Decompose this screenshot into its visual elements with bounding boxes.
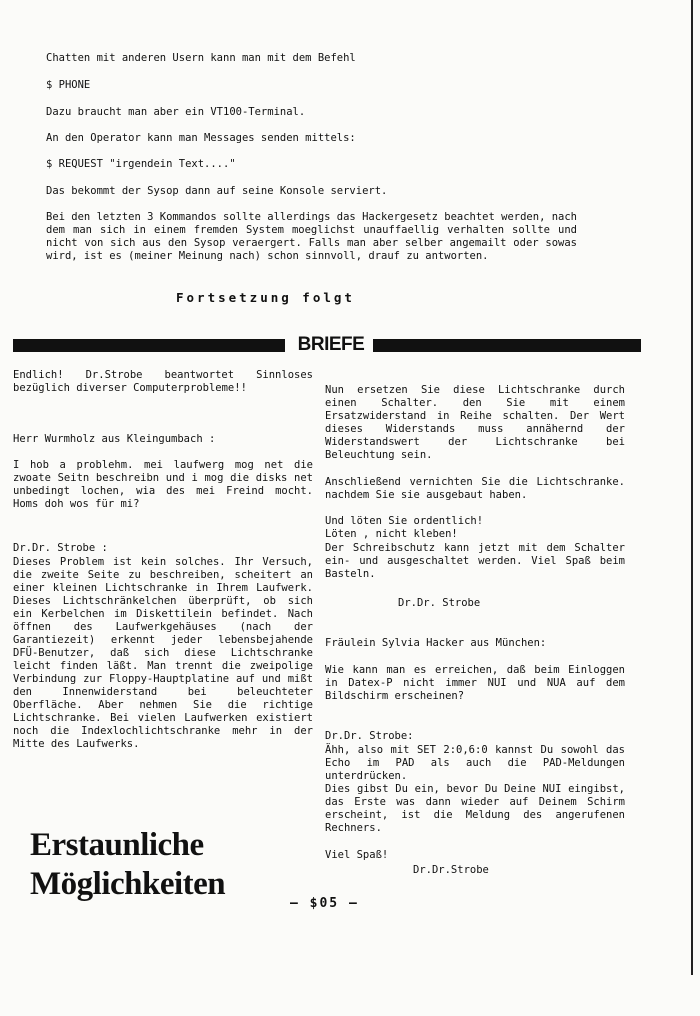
answer-text-2-closing: Viel Spaß!: [325, 849, 389, 861]
page-edge-rule: [691, 0, 693, 975]
letter-question-2: Wie kann man es erreichen, daß beim Einloggen in Datex-P nicht immer NUI und NUA auf dem Bildschirm erscheinen?: [325, 664, 632, 702]
answer-text-1: Dieses Problem ist kein solches. Ihr Versuch, die zweite Seite zu beschreiben, scheitert an einer kleinen Lichtschranke in Ihrem Laufwerk. Dieses Lichtschränkelchen überprüft, ob sich ein Kerbelchen im Diskettilein befindet. Nach öffnen des Laufwerkgehäuses (nach der Garantiezeit) erkennt jeder lebensbejahende DFÜ-Benutzer, daß sich diese Lichtschranke leicht finden läßt. Man trennt die zweipolige Verbindung zur Floppy-Hauptplatine auf und mißt den Innenwiderstand bei beleuchteter Oberfläche. Aber nehmen Sie die richtige Lichtschranke. Bei vielen Laufwerken existiert noch die Indexlochlichtschranke mehr in der Mitte des Laufwerks.: [13, 556, 320, 750]
answer-text-2-nui: Dies gibst Du ein, bevor Du Deine NUI eingibst, das Erste was dann wieder auf Deinem Schirm erscheint, ist die Meldung des angerufenen Rechners.: [325, 783, 632, 834]
text-operator: An den Operator kann man Messages senden mittels:: [46, 132, 356, 144]
headline-line-2: Möglichkeiten: [30, 866, 226, 902]
answer-text-2: Ähh, also mit SET 2:0,6:0 kannst Du sowohl das Echo im PAD als auch die PAD-Meldungen unterdrücken.: [325, 744, 632, 782]
answer-author-2: Dr.Dr. Strobe:: [325, 730, 414, 742]
banner-bar-right: [373, 339, 641, 352]
section-banner: [13, 336, 641, 354]
text-sysop-console: Das bekommt der Sysop dann auf seine Konsole serviert.: [46, 185, 388, 197]
banner-bar-left: [13, 339, 285, 352]
text-hackergesetz: Bei den letzten 3 Kommandos sollte allerdings das Hackergesetz beachtet werden, nach dem man sich in einem fremden System moeglichst unauffaellig verhalten sollte und nicht von sich aus den Sysop veraergert. Falls man aber selber angemailt oder sowas wird, ist es (meiner Meinung nach) schon sinnvoll, drauf zu antworten.: [46, 211, 584, 262]
page-number: — $05 —: [290, 896, 359, 911]
letter-sender-2: Fräulein Sylvia Hacker aus München:: [325, 637, 547, 649]
continued-note: Fortsetzung folgt: [176, 290, 355, 305]
command-phone: $ PHONE: [46, 79, 91, 91]
signature-1: Dr.Dr. Strobe: [398, 597, 481, 609]
headline-line-1: Erstaunliche: [30, 827, 204, 863]
section-title: BRIEFE: [291, 335, 371, 355]
headline: [30, 826, 280, 904]
text-phone-intro: Chatten mit anderen Usern kann man mit dem Befehl: [46, 52, 356, 64]
text-vt100: Dazu braucht man aber ein VT100-Terminal.: [46, 106, 306, 118]
letter-question-1: I hob a problehm. mei laufwerg mog net die zwoate Seitn beschreibn und i mog die disks net unbedingt lochen, wia des mei Freind mocht. Homs doh wos für mi?: [13, 459, 320, 510]
signature-2: Dr.Dr.Strobe: [413, 864, 489, 876]
answer-text-1-continued: Nun ersetzen Sie diese Lichtschranke durch einen Schalter. den Sie mit einem Ersatzwiderstand in Reihe schalten. Der Wert dieses Widerstands muss annähernd der Widerstandswert der Lichtschranke bei Beleuchtung sein.: [325, 384, 632, 461]
answer-author-1: Dr.Dr. Strobe :: [13, 542, 108, 554]
answer-text-1-solder: Und löten Sie ordentlich!: [325, 515, 484, 527]
command-request: $ REQUEST "irgendein Text....": [46, 158, 236, 170]
letter-sender-1: Herr Wurmholz aus Kleingumbach :: [13, 433, 216, 445]
answer-text-1-switch: Der Schreibschutz kann jetzt mit dem Schalter ein- und ausgeschaltet werden. Viel Spaß beim Basteln.: [325, 542, 632, 580]
column-intro: Endlich! Dr.Strobe beantwortet Sinnloses bezüglich diverser Computerprobleme!!: [13, 369, 320, 394]
answer-text-1-noglue: Löten , nicht kleben!: [325, 528, 458, 540]
answer-text-1-remove: Anschließend vernichten Sie die Lichtschranke. nachdem Sie sie ausgebaut haben.: [325, 476, 632, 501]
